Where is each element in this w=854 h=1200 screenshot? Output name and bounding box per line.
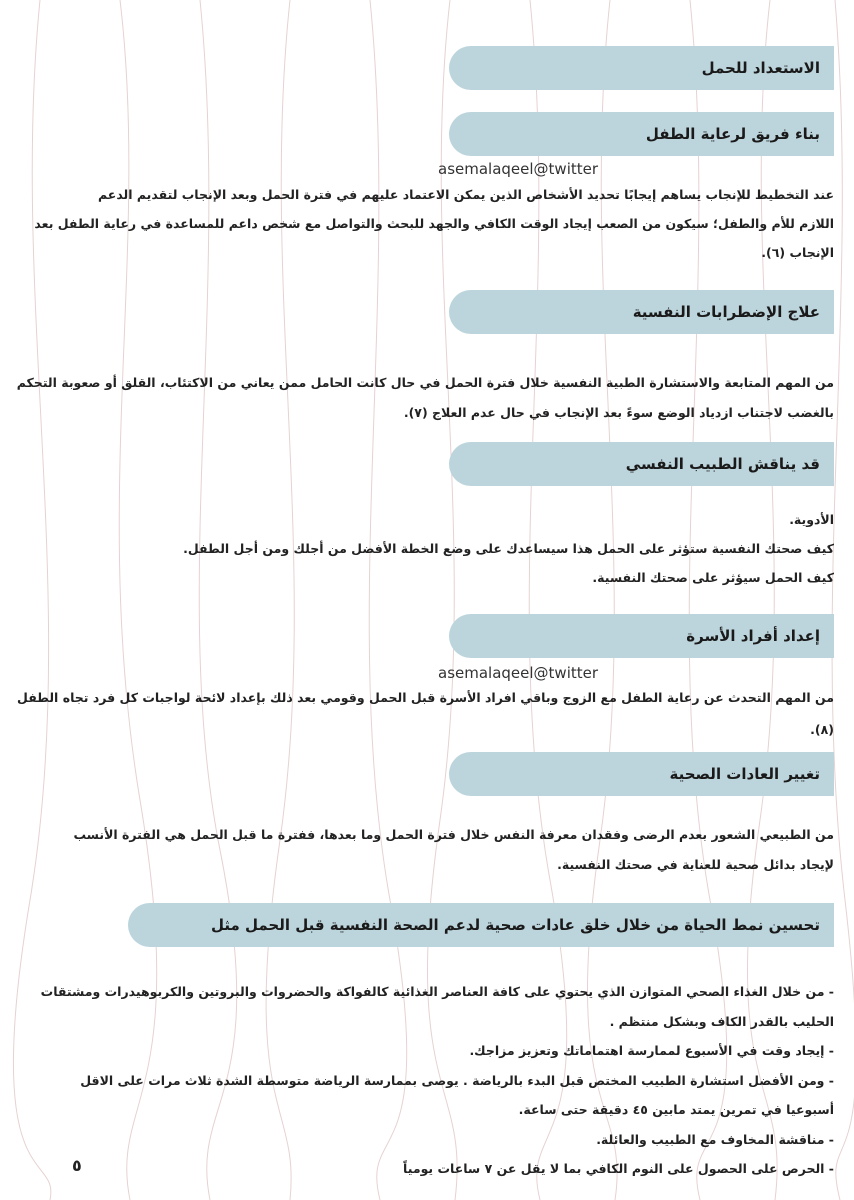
list-item: الأدوية. <box>789 512 834 527</box>
paragraph-line: من المهم التحدث عن رعاية الطفل مع الزوج وباقي افراد الأسرة قبل الحمل وقومي بعد ذلك بإعداد لائحة لواجبات كل فرد تجاه الطفل <box>17 690 834 705</box>
page-number: ٥ <box>72 1156 82 1175</box>
paragraph-line: عند التخطيط للإنجاب يساهم إيجابًا تحديد الأشخاص الذين يمكن الاعتماد عليهم في فترة الحمل وبعد الإنجاب لتقديم الدعم <box>97 187 834 202</box>
list-item: - إيجاد وقت في الأسبوع لممارسة اهتماماتك وتعزيز مزاجك. <box>469 1043 834 1058</box>
list-item: كيف الحمل سيؤثر على صحتك النفسية. <box>592 570 834 585</box>
section-heading-psychiatrist-discussion: قد يناقش الطبيب النفسي <box>449 442 834 486</box>
section-list-lifestyle-improvement <box>14 977 834 1184</box>
list-item: أسبوعيا في تمرين يمتد مابين ٤٥ دقيقة حتى ساعة. <box>518 1102 834 1117</box>
paragraph-line: من المهم المتابعة والاستشارة الطبية النفسية خلال فترة الحمل في حال كانت الحامل ممن يعاني من الاكتئاب، القلق أو صعوبة التحكم <box>16 375 834 390</box>
paragraph-line: (٨). <box>810 722 834 737</box>
section-paragraph-child-care-team <box>14 180 834 267</box>
section-heading-family-preparation: إعداد أفراد الأسرة <box>449 614 834 658</box>
list-item: - مناقشة المخاوف مع الطبيب والعائلة. <box>596 1131 834 1147</box>
section-paragraph-healthy-habits <box>14 820 834 880</box>
list-item: كيف صحتك النفسية ستؤثر على الحمل هذا سيساعدك على وضع الخطة الأفضل من أجلك ومن أجل الطفل. <box>183 541 834 556</box>
list-item: - ومن الأفضل استشارة الطبيب المختص قبل البدء بالرياضة . يوصى بممارسة الرياضة متوسطة الشدة ثلاث مرات على الاقل <box>80 1072 834 1088</box>
paragraph-line: اللازم للأم والطفل؛ سيكون من الصعب إيجاد الوقت الكافي والجهد للبحث والتواصل مع شخص داعم للمساعدة في رعاية الطفل بعد <box>34 216 834 231</box>
section-heading-child-care-team: بناء فريق لرعاية الطفل <box>449 112 834 156</box>
paragraph-line: بالغضب لاجتناب ازدياد الوضع سوءً بعد الإنجاب في حال عدم العلاج (٧). <box>403 405 834 420</box>
section-heading-lifestyle-improvement: تحسين نمط الحياة من خلال خلق عادات صحية لدعم الصحة النفسية قبل الحمل مثل <box>128 903 834 947</box>
watermark-text: asemalaqeel@twitter <box>438 664 599 682</box>
paragraph-line: لإيجاد بدائل صحية للعناية في صحتك النفسية. <box>557 857 834 872</box>
list-item: - من خلال الغذاء الصحي المتوازن الذي يحتوي على كافة العناصر الغذائية كالفواكة والحضروات والبروتين والكربوهيدرات ومشتقات <box>40 984 834 999</box>
section-paragraph-family-preparation <box>14 682 834 746</box>
watermark-text: asemalaqeel@twitter <box>438 160 599 178</box>
section-paragraph-psychological-disorders <box>14 368 834 428</box>
list-item: الحليب بالقدر الكاف وبشكل منتظم . <box>609 1013 834 1029</box>
paragraph-line: من الطبيعي الشعور بعدم الرضى وفقدان معرفة النفس خلال فترة الحمل وما بعدها، ففترة ما قبل الحمل هي الفترة الأنسب <box>73 827 834 842</box>
section-heading-healthy-habits: تغيير العادات الصحية <box>449 752 834 796</box>
section-heading-pregnancy-preparation: الاستعداد للحمل <box>449 46 834 90</box>
paragraph-line: الإنجاب (٦). <box>761 245 834 260</box>
section-list-psychiatrist-discussion <box>14 505 834 592</box>
list-item: - الحرص على الحصول على النوم الكافي بما لا يقل عن ٧ ساعات يومياً <box>403 1161 834 1176</box>
section-heading-psychological-disorders: علاج الإضطرابات النفسية <box>449 290 834 334</box>
